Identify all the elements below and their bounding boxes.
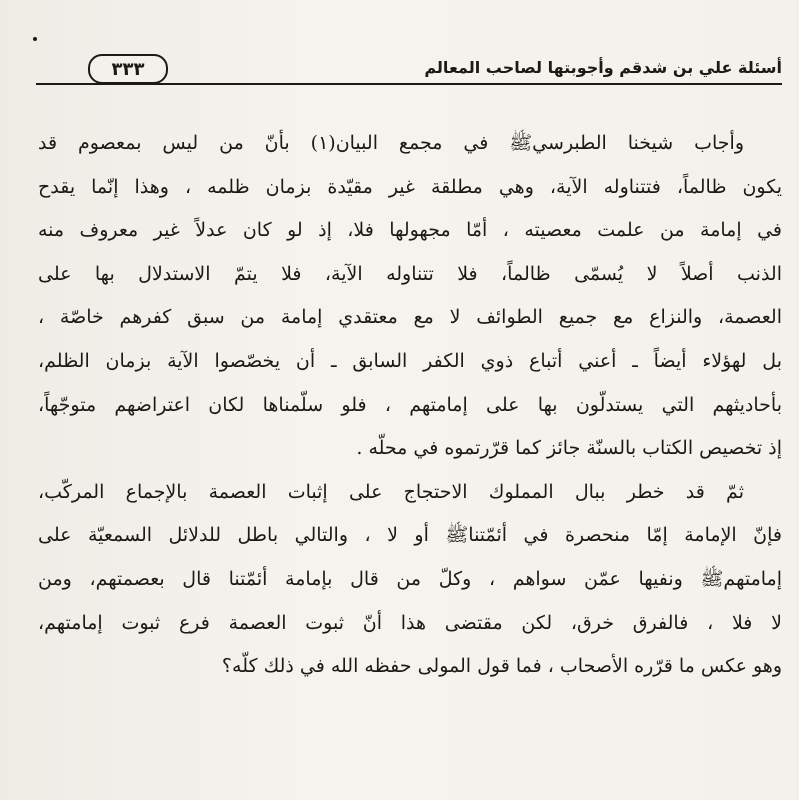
text-line: فإنّ الإمامة إمّا منحصرة في أئمّتناﷺ أو لا ، والتالي باطل للدلائل السمعيّة على bbox=[38, 524, 782, 547]
text-line: إمامتهمﷺ ونفيها عمّن سواهم ، وكلّ من قال بإمامة أئمّتنا قال بعصمتهم، ومن bbox=[38, 567, 782, 590]
text-line: يكون ظالماً، فتتناوله الآية، وهي مطلقة غير مقيّدة بزمان ظلمه ، وهذا إنّما يقدح bbox=[38, 175, 782, 198]
paragraph-1 bbox=[38, 122, 782, 471]
running-head bbox=[36, 54, 782, 84]
text-line: لا فلا ، فالفرق خرق، لكن مقتضى هذا أنّ ثبوت العصمة فرع ثبوت إمامتهم، bbox=[38, 611, 782, 634]
paragraph-2 bbox=[38, 471, 782, 689]
text-line: العصمة، والنزاع مع جميع الطوائف لا مع معتقدي إمامة من سبق كفرهم خاصّة ، bbox=[38, 306, 782, 329]
text-line: وأجاب شيخنا الطبرسيﷺ في مجمع البيان(١) بأنّ من ليس بمعصوم قد bbox=[38, 132, 744, 154]
text-line: بل لهؤلاء أيضاً ـ أعني أتباع ذوي الكفر السابق ـ أن يخصّصوا الآية بزمان الظلم، bbox=[38, 349, 782, 372]
text-line: الذنب أصلاً لا يُسمّى ظالماً، فلا تتناوله الآية، فلا يتمّ الاستدلال بها على bbox=[38, 262, 782, 285]
text-line: ثمّ قد خطر ببال المملوك الاحتجاج على إثبات العصمة بالإجماع المركّب، bbox=[38, 480, 744, 503]
text-line: إذ تخصيص الكتاب بالسنّة جائز كما قرّرتموه في محلّه . bbox=[356, 437, 782, 460]
body-text bbox=[38, 122, 782, 689]
ink-dot bbox=[33, 37, 37, 41]
running-head-title: أسئلة علي بن شدقم وأجوبتها لصاحب المعالم bbox=[424, 58, 782, 77]
page-number-badge bbox=[88, 54, 168, 84]
text-line: وهو عكس ما قرّره الأصحاب ، فما قول المولى حفظه الله في ذلك كلّه؟ bbox=[221, 655, 782, 678]
text-line: بأحاديثهم التي يستدلّون بها على إمامتهم ، فلو سلّمناها لكان اعتراضهم متوجّهاً، bbox=[38, 393, 782, 416]
text-line: في إمامة من علمت معصيته ، أمّا مجهولها فلا، إذ لو كان عدلاً غير معروف منه bbox=[38, 219, 782, 242]
page-number: ٣٣٣ bbox=[111, 58, 145, 80]
